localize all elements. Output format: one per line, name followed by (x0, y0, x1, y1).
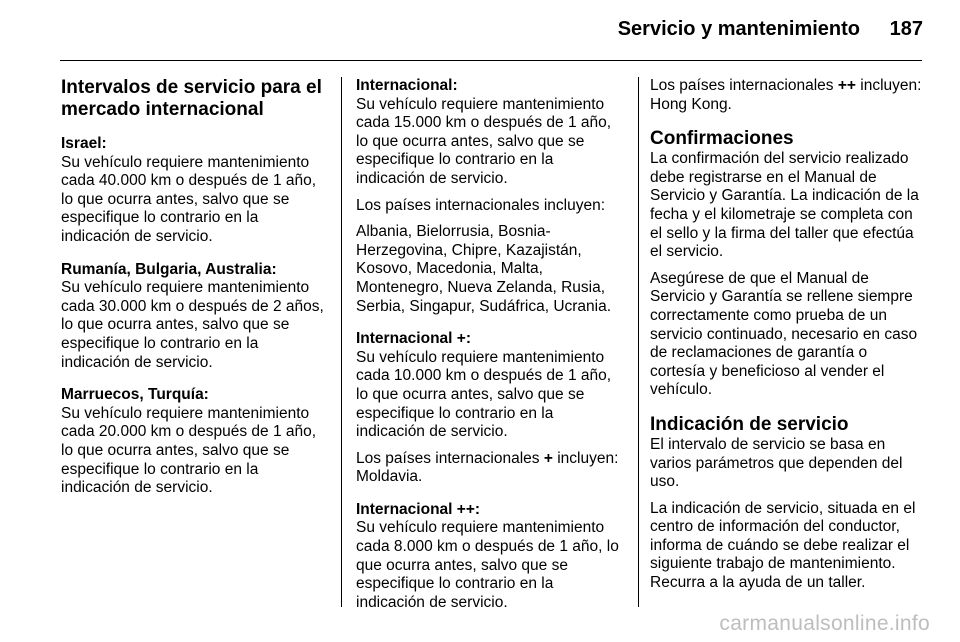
intl-plus-text: Su vehículo requiere mantenimiento cada 10.000 km o después de 1 año, lo que ocurra antes, salvo que se especifique lo contrario en la indicación de servicio. (356, 348, 612, 441)
confirmaciones-p2: Asegúrese de que el Manual de Servicio y Garantía se rellene siempre correctamente como prueba de un servicio continuado, necesario en caso de reclamaciones de garantía o cortesía y beneficioso al vender el vehículo. (650, 269, 918, 399)
column-divider (638, 77, 639, 607)
watermark: carmanualsonline.info (719, 612, 930, 635)
intl-countries-intro: Los países internacionales incluyen: (356, 196, 606, 214)
intl-plus-countries: Los países internacionales + incluyen: Moldavia. (356, 449, 619, 486)
column-1 (61, 77, 326, 512)
indicacion-p2: La indicación de servicio, situada en el centro de información del conductor, informa de cuándo se debe realizar el siguiente trabajo de mantenimiento. Recurra a la ayuda de un taller. (650, 499, 916, 592)
intl-countries: Albania, Bielorrusia, Bosnia-Herzegovina, Chipre, Kazajistán, Kosovo, Macedonia, Malta, Montenegro, Nueva Zelanda, Rusia, Serbia, Singapur, Sudáfrica, Ucrania. (356, 223, 612, 315)
romania-text: Su vehículo requiere mantenimiento cada 30.000 km o después de 2 años, lo que ocurra antes, salvo que se especifique lo contrario en la indicación de servicio. (61, 279, 324, 371)
israel-block (61, 135, 326, 247)
intl-plusplus-label: Internacional ++: (356, 500, 481, 518)
morocco-block (61, 386, 326, 498)
column-2 (356, 77, 624, 620)
israel-text: Su vehículo requiere mantenimiento cada 40.000 km o después de 1 año, lo que ocurra antes, salvo que se especifique lo contrario en la indicación de servicio. (61, 153, 317, 245)
confirmaciones-p1: La confirmación del servicio realizado debe registrarse en el Manual de Servicio y Garantía. La indicación de la fecha y el kilometraje se completa con el sello y la firma del taller que efectúa el servicio. (650, 150, 919, 261)
intl-block (356, 77, 624, 316)
confirmaciones-heading: Confirmaciones (650, 128, 794, 150)
intl-plusplus-text: Su vehículo requiere mantenimiento cada 8.000 km o después de 1 año, lo que ocurra antes, salvo que se especifique lo contrario en la indicación de servicio. (356, 519, 619, 611)
intl-plus-label: Internacional +: (356, 330, 471, 348)
morocco-label: Marruecos, Turquía: (61, 386, 209, 404)
column-3 (650, 77, 924, 601)
section-heading-intervals: Intervalos de servicio para el mercado internacional (61, 77, 322, 120)
hong-kong-note: Los países internacionales ++ incluyen: Hong Kong. (650, 77, 922, 113)
romania-block (61, 261, 326, 373)
intl-text: Su vehículo requiere mantenimiento cada 15.000 km o después de 1 año, lo que ocurra antes, salvo que se especifique lo contrario en la indicación de servicio. (356, 95, 612, 187)
page-number: 187 (889, 18, 923, 40)
israel-label: Israel: (61, 135, 107, 152)
morocco-text: Su vehículo requiere mantenimiento cada 20.000 km o después de 1 año, lo que ocurra antes, salvo que se especifique lo contrario en la indicación de servicio. (61, 404, 317, 497)
intl-plusplus-block (356, 501, 624, 613)
intl-plus-block (356, 330, 624, 487)
intl-label: Internacional: (356, 77, 458, 94)
indicacion-heading: Indicación de servicio (650, 413, 849, 435)
romania-label: Rumanía, Bulgaria, Australia: (61, 260, 277, 278)
header-rule (60, 60, 922, 61)
column-divider (341, 77, 342, 607)
page-title: Servicio y mantenimiento (617, 18, 860, 40)
indicacion-p1: El intervalo de servicio se basa en varios parámetros que dependen del uso. (650, 435, 903, 491)
